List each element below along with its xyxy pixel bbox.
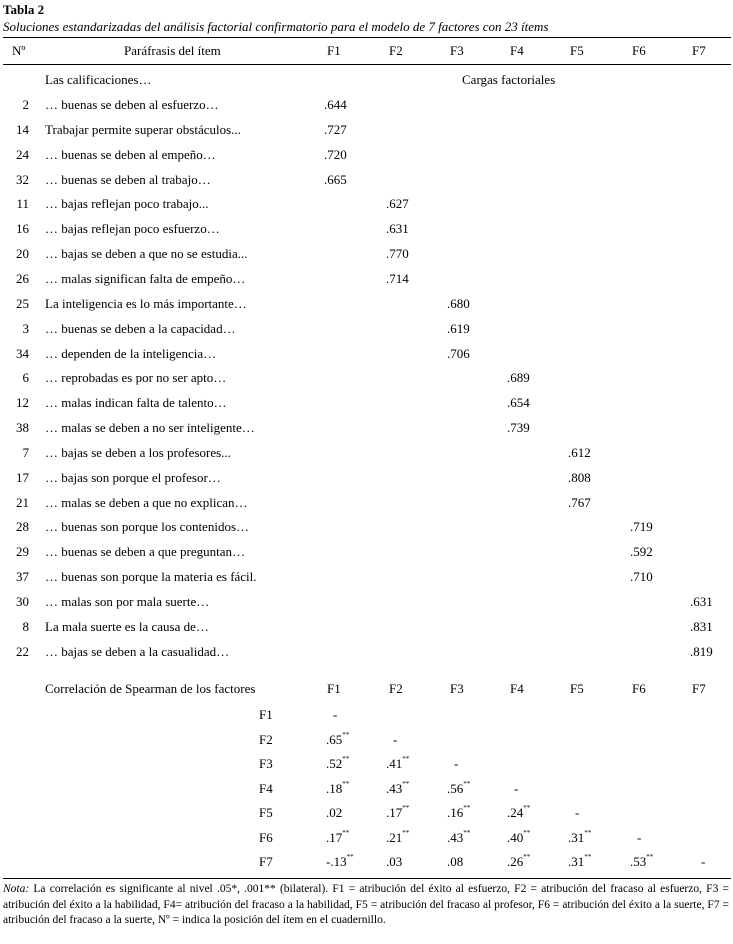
correlation-row-label: F3 (259, 756, 273, 771)
correlation-value (326, 854, 354, 870)
header-f4: F4 (510, 43, 524, 58)
factor-loading: .631 (386, 221, 409, 236)
factor-loading: .665 (324, 172, 347, 187)
correlation-coefficient: - (454, 756, 459, 771)
item-paraphrase: La mala suerte es la causa de… (45, 619, 209, 634)
significance-marker: ** (584, 853, 592, 861)
header-f6: F6 (632, 43, 646, 58)
item-number: 7 (22, 445, 29, 460)
item-number: 30 (16, 594, 29, 609)
significance-marker: ** (646, 853, 654, 861)
correlation-value (454, 756, 458, 772)
item-paraphrase: … malas son por mala suerte… (45, 594, 210, 609)
correlation-row-label: F7 (259, 854, 273, 869)
correlation-value (333, 707, 337, 723)
correlation-row-label: F1 (259, 707, 273, 722)
factor-loading: .689 (507, 370, 530, 385)
correlation-coefficient: .56 (447, 781, 464, 796)
item-number: 22 (16, 644, 29, 659)
correlation-coefficient: .21 (386, 830, 403, 845)
header-rule (3, 64, 731, 65)
factor-loading: .831 (690, 619, 713, 634)
item-paraphrase: … buenas son porque la materia es fácil. (45, 569, 257, 584)
correlation-coefficient: .17 (326, 830, 343, 845)
correlation-coefficient: - (701, 854, 706, 869)
correlation-value (507, 830, 530, 846)
correlation-value (637, 830, 641, 846)
correlation-value (447, 830, 470, 846)
correlation-row-label: F2 (259, 732, 273, 747)
item-number: 11 (16, 196, 29, 211)
item-number: 14 (16, 122, 29, 137)
table-subtitle: Soluciones estandarizadas del análisis factorial confirmatorio para el modelo de 7 factores con 23 ítems (3, 19, 549, 34)
factor-loading: .706 (447, 346, 470, 361)
correlation-coefficient: .03 (386, 854, 403, 869)
item-paraphrase: La inteligencia es lo más importante… (45, 296, 247, 311)
correlation-row-label: F4 (259, 781, 273, 796)
correlation-value (326, 830, 349, 846)
corr-header-f6: F6 (632, 681, 646, 696)
significance-marker: ** (346, 853, 354, 861)
factor-loading: .739 (507, 420, 530, 435)
factor-loading: .680 (447, 296, 470, 311)
item-paraphrase: … malas se deben a no ser inteligente… (45, 420, 255, 435)
table-title: Tabla 2 (3, 2, 45, 17)
item-number: 34 (16, 346, 29, 361)
item-paraphrase: … reprobadas es por no ser apto… (45, 370, 227, 385)
significance-marker: ** (402, 780, 410, 788)
factor-loading: .808 (568, 470, 591, 485)
corr-header-f2: F2 (389, 681, 403, 696)
factor-loading: .710 (630, 569, 653, 584)
significance-marker: ** (402, 755, 410, 763)
correlation-value (386, 854, 402, 870)
correlation-coefficient: .18 (326, 781, 343, 796)
factor-loading: .767 (568, 495, 591, 510)
factor-loading: .627 (386, 196, 409, 211)
correlation-value (326, 756, 349, 772)
correlation-coefficient: - (575, 805, 580, 820)
correlation-coefficient: .31 (568, 854, 585, 869)
item-paraphrase: … dependen de la inteligencia… (45, 346, 217, 361)
item-paraphrase: … malas significan falta de empeño… (45, 271, 246, 286)
item-paraphrase: … buenas se deben a la capacidad… (45, 321, 236, 336)
significance-marker: ** (523, 804, 531, 812)
item-number: 29 (16, 544, 29, 559)
item-number: 8 (22, 619, 29, 634)
correlation-coefficient: - (514, 781, 519, 796)
item-paraphrase: … buenas se deben al empeño… (45, 147, 216, 162)
correlation-value (701, 854, 705, 870)
item-paraphrase: … buenas se deben a que preguntan… (45, 544, 245, 559)
correlation-coefficient: .26 (507, 854, 524, 869)
factor-loading: .612 (568, 445, 591, 460)
item-number: 21 (16, 495, 29, 510)
section-label: Las calificaciones… (45, 72, 152, 87)
item-number: 16 (16, 221, 29, 236)
item-number: 26 (16, 271, 29, 286)
factor-loading: .592 (630, 544, 653, 559)
significance-marker: ** (523, 853, 531, 861)
correlation-coefficient: .17 (386, 805, 403, 820)
correlation-coefficient: -.13 (326, 854, 347, 869)
header-f3: F3 (450, 43, 464, 58)
factor-loading: .631 (690, 594, 713, 609)
item-number: 20 (16, 246, 29, 261)
correlation-value (326, 781, 349, 797)
header-item: Paráfrasis del ítem (124, 43, 221, 58)
item-paraphrase: … buenas se deben al trabajo… (45, 172, 211, 187)
item-number: 37 (16, 569, 29, 584)
item-number: 38 (16, 420, 29, 435)
correlation-coefficient: .53 (630, 854, 647, 869)
correlation-value (393, 732, 397, 748)
significance-marker: ** (342, 731, 350, 739)
significance-marker: ** (342, 780, 350, 788)
factor-loading: .654 (507, 395, 530, 410)
corr-header-f4: F4 (510, 681, 524, 696)
correlation-value (630, 854, 653, 870)
correlation-coefficient: .43 (447, 830, 464, 845)
item-number: 17 (16, 470, 29, 485)
corr-header-f1: F1 (327, 681, 341, 696)
correlation-coefficient: .65 (326, 732, 343, 747)
significance-marker: ** (463, 780, 471, 788)
correlation-coefficient: - (393, 732, 398, 747)
item-paraphrase: … bajas se deben a los profesores... (45, 445, 231, 460)
correlation-coefficient: .31 (568, 830, 585, 845)
item-number: 6 (22, 370, 29, 385)
item-paraphrase: … bajas reflejan poco trabajo... (45, 196, 209, 211)
correlation-value (326, 732, 349, 748)
note-text: La correlación es significante al nivel .05*, .001** (bilateral). F1 = atribución del éxito al esfuerzo, F2 = atribución del fracaso al esfuerzo, F3 = atribución del éxito a la habilidad, F4= atribución del fracaso a la habilidad, F5 = atribución del fracaso al profesor, F6 = atribución del éxito a la suerte, F7 = atribución del fracaso a la suerte, Nº = indica la posición del ítem en el cuadernillo. (3, 883, 730, 926)
factor-loading: .719 (630, 519, 653, 534)
header-f2: F2 (389, 43, 403, 58)
factor-loading: .644 (324, 97, 347, 112)
correlation-coefficient: .40 (507, 830, 524, 845)
significance-marker: ** (402, 804, 410, 812)
correlation-value (568, 854, 591, 870)
item-paraphrase: Trabajar permite superar obstáculos... (45, 122, 241, 137)
correlation-value (568, 830, 591, 846)
correlation-value (326, 805, 342, 821)
item-number: 12 (16, 395, 29, 410)
correlation-value (575, 805, 579, 821)
significance-marker: ** (402, 829, 410, 837)
correlation-coefficient: - (637, 830, 642, 845)
correlation-value (386, 830, 409, 846)
item-paraphrase: … bajas se deben a que no se estudia... (45, 246, 248, 261)
significance-marker: ** (523, 829, 531, 837)
correlation-coefficient: .02 (326, 805, 343, 820)
header-f5: F5 (570, 43, 584, 58)
significance-marker: ** (463, 829, 471, 837)
correlation-coefficient: - (333, 707, 338, 722)
item-paraphrase: … bajas se deben a la casualidad… (45, 644, 230, 659)
bottom-rule (3, 878, 731, 879)
item-paraphrase: … bajas reflejan poco esfuerzo… (45, 221, 220, 236)
correlation-row-label: F5 (259, 805, 273, 820)
correlation-coefficient: .41 (386, 756, 403, 771)
significance-marker: ** (342, 829, 350, 837)
correlation-value (386, 756, 409, 772)
item-paraphrase: … buenas son porque los contenidos… (45, 519, 250, 534)
factor-loading: .770 (386, 246, 409, 261)
correlation-coefficient: .08 (447, 854, 464, 869)
corr-header-f7: F7 (692, 681, 706, 696)
correlation-value (514, 781, 518, 797)
header-number: Nº (12, 43, 26, 58)
item-paraphrase: … bajas son porque el profesor… (45, 470, 221, 485)
item-number: 25 (16, 296, 29, 311)
correlation-coefficient: .24 (507, 805, 524, 820)
loadings-label: Cargas factoriales (462, 72, 556, 87)
factor-loading: .720 (324, 147, 347, 162)
correlation-coefficient: .52 (326, 756, 343, 771)
item-number: 2 (22, 97, 29, 112)
item-number: 32 (16, 172, 29, 187)
table-note (3, 882, 729, 929)
factor-loading: .819 (690, 644, 713, 659)
top-rule (3, 37, 731, 38)
item-paraphrase: … buenas se deben al esfuerzo… (45, 97, 219, 112)
corr-header-f5: F5 (570, 681, 584, 696)
significance-marker: ** (463, 804, 471, 812)
item-paraphrase: … malas se deben a que no explican… (45, 495, 248, 510)
corr-header-f3: F3 (450, 681, 464, 696)
item-number: 28 (16, 519, 29, 534)
correlation-value (507, 805, 530, 821)
correlation-value (386, 805, 409, 821)
correlation-value (447, 854, 463, 870)
correlation-value (447, 781, 470, 797)
factor-loading: .619 (447, 321, 470, 336)
correlation-row-label: F6 (259, 830, 273, 845)
significance-marker: ** (584, 829, 592, 837)
correlation-value (447, 805, 470, 821)
correlation-value (507, 854, 530, 870)
note-label: Nota: (3, 883, 30, 895)
correlation-coefficient: .16 (447, 805, 464, 820)
header-f1: F1 (327, 43, 341, 58)
item-number: 3 (22, 321, 29, 336)
significance-marker: ** (342, 755, 350, 763)
item-number: 24 (16, 147, 29, 162)
correlation-coefficient: .43 (386, 781, 403, 796)
factor-loading: .714 (386, 271, 409, 286)
item-paraphrase: … malas indican falta de talento… (45, 395, 227, 410)
factor-loading: .727 (324, 122, 347, 137)
header-f7: F7 (692, 43, 706, 58)
correlation-value (386, 781, 409, 797)
correlation-title: Correlación de Spearman de los factores (45, 681, 256, 696)
